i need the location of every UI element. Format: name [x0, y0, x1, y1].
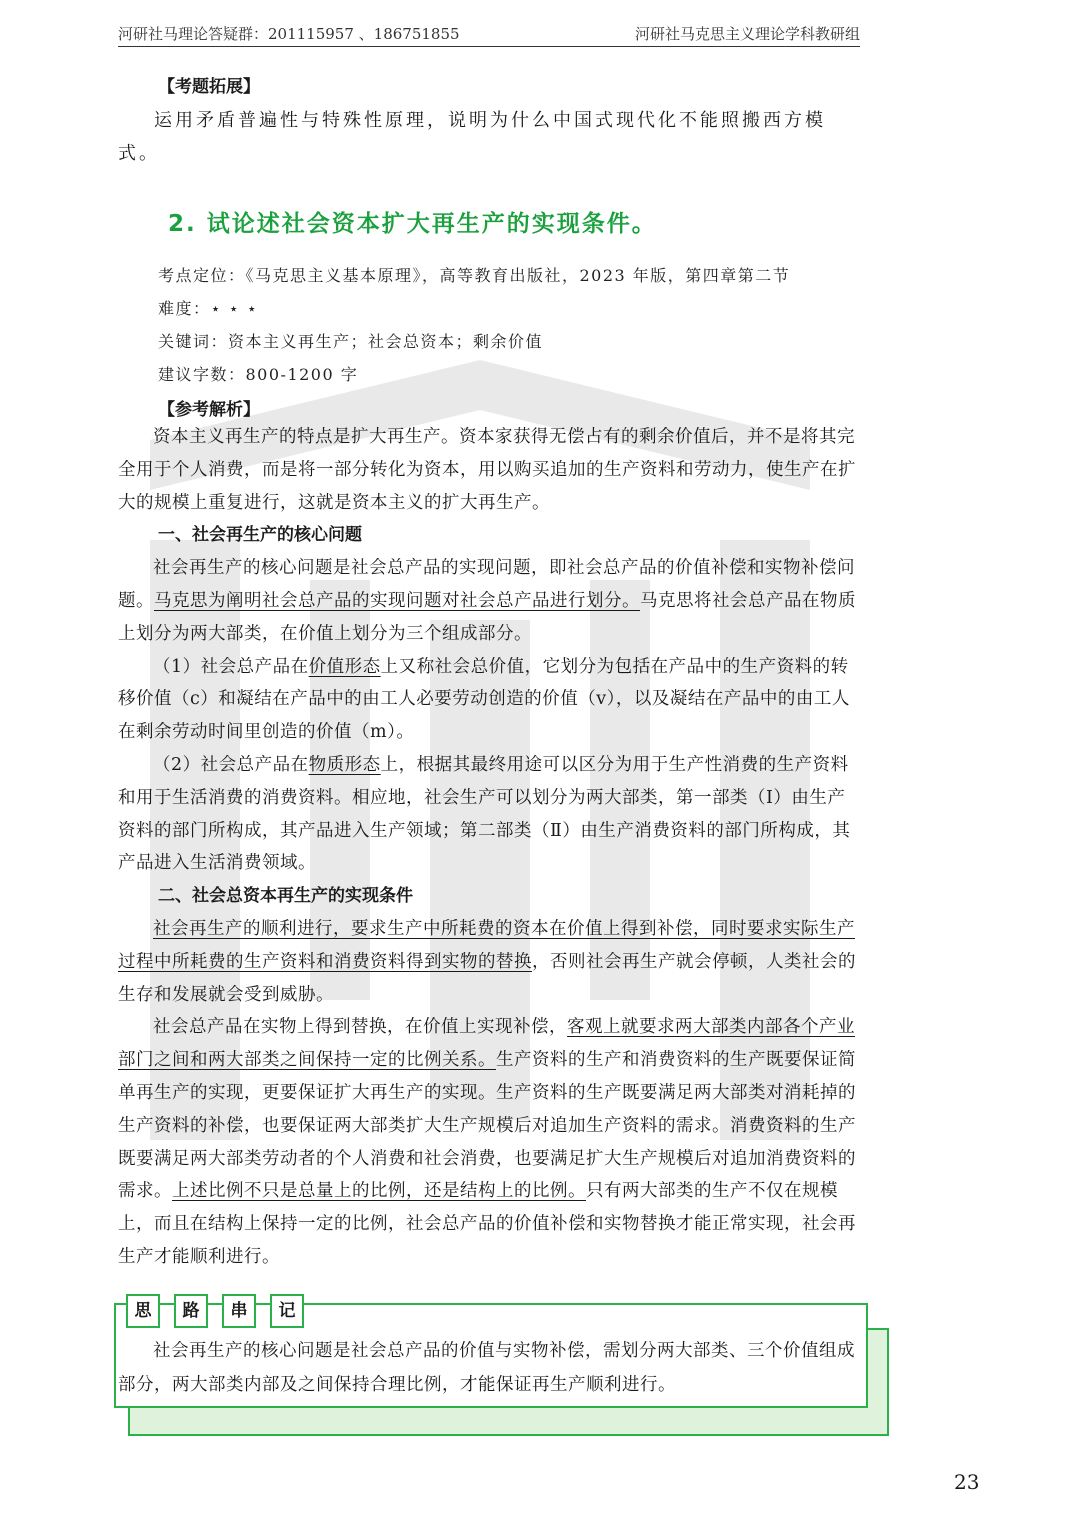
question-title: 2. 试论述社会资本扩大再生产的实现条件。	[168, 211, 657, 237]
text-run: 马克思将社会总产品在物质上划分为两大部类，在价值上划分为三个组成部分。	[118, 590, 856, 644]
analysis-label: 【参考解析】	[158, 400, 260, 420]
text-run: ，否则社会再生产就会停顿，人类社会的生存和发展就会受到威胁。	[118, 951, 856, 1005]
analysis-intro: 资本主义再生产的特点是扩大再生产。资本家获得无偿占有的剩余价值后，并不是将其完全用于个人消费，而是将一部分转化为资本，用以购买追加的生产资料和劳动力，使生产在扩大的规模上重复进行，这就是资本主义的扩大再生产。	[118, 427, 856, 513]
paragraph-proportion	[118, 1011, 860, 1273]
text-run: 生产资料的生产和消费资料的生产既要保证简单再生产的实现，更要保证扩大再生产的实现。生产资料的生产既要满足两大部类对消耗掉的生产资料的补偿，也要保证两大部类扩大生产规模后对追加生产资料的需求。消费资料的生产既要满足两大部类劳动者的个人消费和社会消费，也要满足扩大生产规模后对追加消费资料的需求。	[118, 1050, 856, 1202]
summary-tag: 串	[222, 1294, 256, 1328]
header-qq-groups: 河研社马理论答疑群：201115957 、186751855	[118, 25, 460, 43]
section-heading-2: 二、社会总资本再生产的实现条件	[158, 886, 413, 907]
extension-label: 【考题拓展】	[158, 77, 260, 97]
underlined-text: 物质形态	[308, 754, 381, 775]
underlined-text: 社会再生产的顺利进行，要求生产中所耗费的资本在价值上得到补偿，同时要求实际生产过程中所耗费的生产资料和消费资料得到实物的替换	[118, 918, 855, 972]
keywords: 关键词：资本主义再生产；社会总资本；剩余价值	[158, 332, 544, 351]
exam-point-location: 考点定位：《马克思主义基本原理》，高等教育出版社，2023 年版，第四章第二节	[158, 266, 791, 285]
text-run: 上，根据其最终用途可以区分为用于生产性消费的生产资料和用于生活消费的消费资料。相应地，社会生产可以划分为两大部类，第一部类（Ⅰ）由生产资料的部门所构成，其产品进入生产领域；第二部类（Ⅱ）由生产消费资料的部门所构成，其产品进入生活消费领域。	[118, 754, 851, 874]
analysis-body	[118, 421, 860, 1274]
text-run: 社会总产品在实物上得到替换，在价值上实现补偿，	[153, 1017, 567, 1038]
text-run: （1）社会总产品在	[153, 656, 309, 677]
underlined-text: 上述比例不只是总量上的比例，还是结构上的比例。	[172, 1181, 586, 1202]
text-run: 社会再生产的核心问题是社会总产品的实现问题，即社会总产品的价值补偿和实物补偿问题。	[118, 558, 855, 611]
text-run: 只有两大部类的生产不仅在规模上，而且在结构上保持一定的比例，社会总产品的价值补偿和实物替换才能正常实现，社会再生产才能顺利进行。	[118, 1181, 856, 1267]
page-header	[118, 18, 860, 47]
underlined-text: 价值形态	[308, 656, 381, 677]
section-heading-1: 一、社会再生产的核心问题	[158, 525, 362, 546]
paragraph-value-form	[118, 651, 860, 749]
summary-text: 社会再生产的核心问题是社会总产品的价值与实物补偿，需划分两大部类、三个价值组成部分，两大部类内部及之间保持合理比例，才能保证再生产顺利进行。	[118, 1341, 855, 1395]
underlined-text: 客观上就要求两大部类内部各个产业部门之间和两大部类之间保持一定的比例关系。	[118, 1017, 855, 1071]
paragraph-conditions	[118, 913, 860, 1011]
suggested-word-count: 建议字数：800-1200 字	[158, 365, 359, 384]
summary-tag: 思	[126, 1294, 160, 1328]
extension-text: 运用矛盾普遍性与特殊性原理，说明为什么中国式现代化不能照搬西方模式。	[118, 110, 826, 164]
paragraph-core-problem	[118, 552, 860, 650]
underlined-text: 马克思为阐明社会总产品的实现问题对社会总产品进行划分。	[154, 590, 640, 611]
extension-section	[118, 76, 860, 170]
summary-tag: 记	[270, 1294, 304, 1328]
text-run: 上又称社会总价值，它划分为包括在产品中的生产资料的转移价值（c）和凝结在产品中的由工人必要劳动创造的价值（v），以及凝结在产品中的由工人在剩余劳动时间里创造的价值（m）。	[118, 656, 850, 743]
summary-tag: 路	[174, 1294, 208, 1328]
difficulty-rating: 难度：⋆ ⋆ ⋆	[158, 299, 259, 318]
summary-tags	[126, 1294, 318, 1328]
text-run: （2）社会总产品在	[153, 754, 309, 775]
page-number: 23	[954, 1470, 980, 1494]
header-organization: 河研社马克思主义理论学科教研组	[634, 25, 860, 43]
paragraph-material-form	[118, 749, 860, 880]
